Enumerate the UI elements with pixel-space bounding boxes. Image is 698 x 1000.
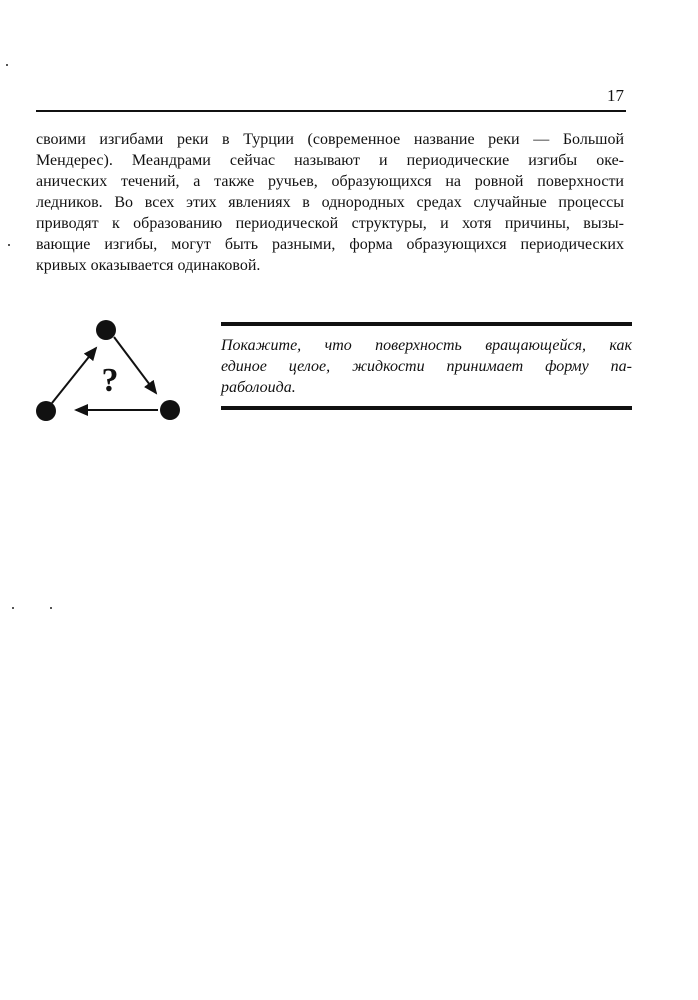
scan-speck <box>12 607 14 609</box>
scan-speck <box>50 607 52 609</box>
task-line: раболоида. <box>221 379 296 396</box>
scan-speck <box>6 64 8 66</box>
task-rule-bottom <box>221 406 632 410</box>
body-line: кривых оказывается одинаковой. <box>36 257 261 274</box>
question-triangle-figure <box>30 315 190 427</box>
body-line: приводят к образованию периодической структуры, и хотя причины, вызы- <box>36 215 624 232</box>
task-line: единое целое, жидкости принимает форму па- <box>221 358 632 375</box>
body-line: вающие изгибы, могут быть разными, форма образующихся периодических <box>36 236 624 253</box>
task-box <box>221 322 632 410</box>
arrow-top-to-right <box>114 337 156 393</box>
scan-speck <box>8 244 10 246</box>
body-line: своими изгибами реки в Турции (современное название реки — Большой <box>36 131 624 148</box>
node-top <box>96 320 116 340</box>
node-left <box>36 401 56 421</box>
body-line: ледников. Во всех этих явлениях в однородных средах случайные процессы <box>36 194 624 211</box>
node-right <box>160 400 180 420</box>
task-line: Покажите, что поверхность вращающейся, как <box>221 337 632 354</box>
arrow-left-to-top <box>52 348 96 403</box>
page-number: 17 <box>607 86 624 105</box>
body-line: анических течений, а также ручьев, образующихся на ровной поверхности <box>36 173 624 190</box>
question-mark: ? <box>101 362 119 399</box>
header-rule <box>36 110 626 112</box>
task-text <box>221 326 632 406</box>
body-paragraph <box>36 129 624 276</box>
body-line: Мендерес). Меандрами сейчас называют и периодические изгибы оке- <box>36 152 624 169</box>
